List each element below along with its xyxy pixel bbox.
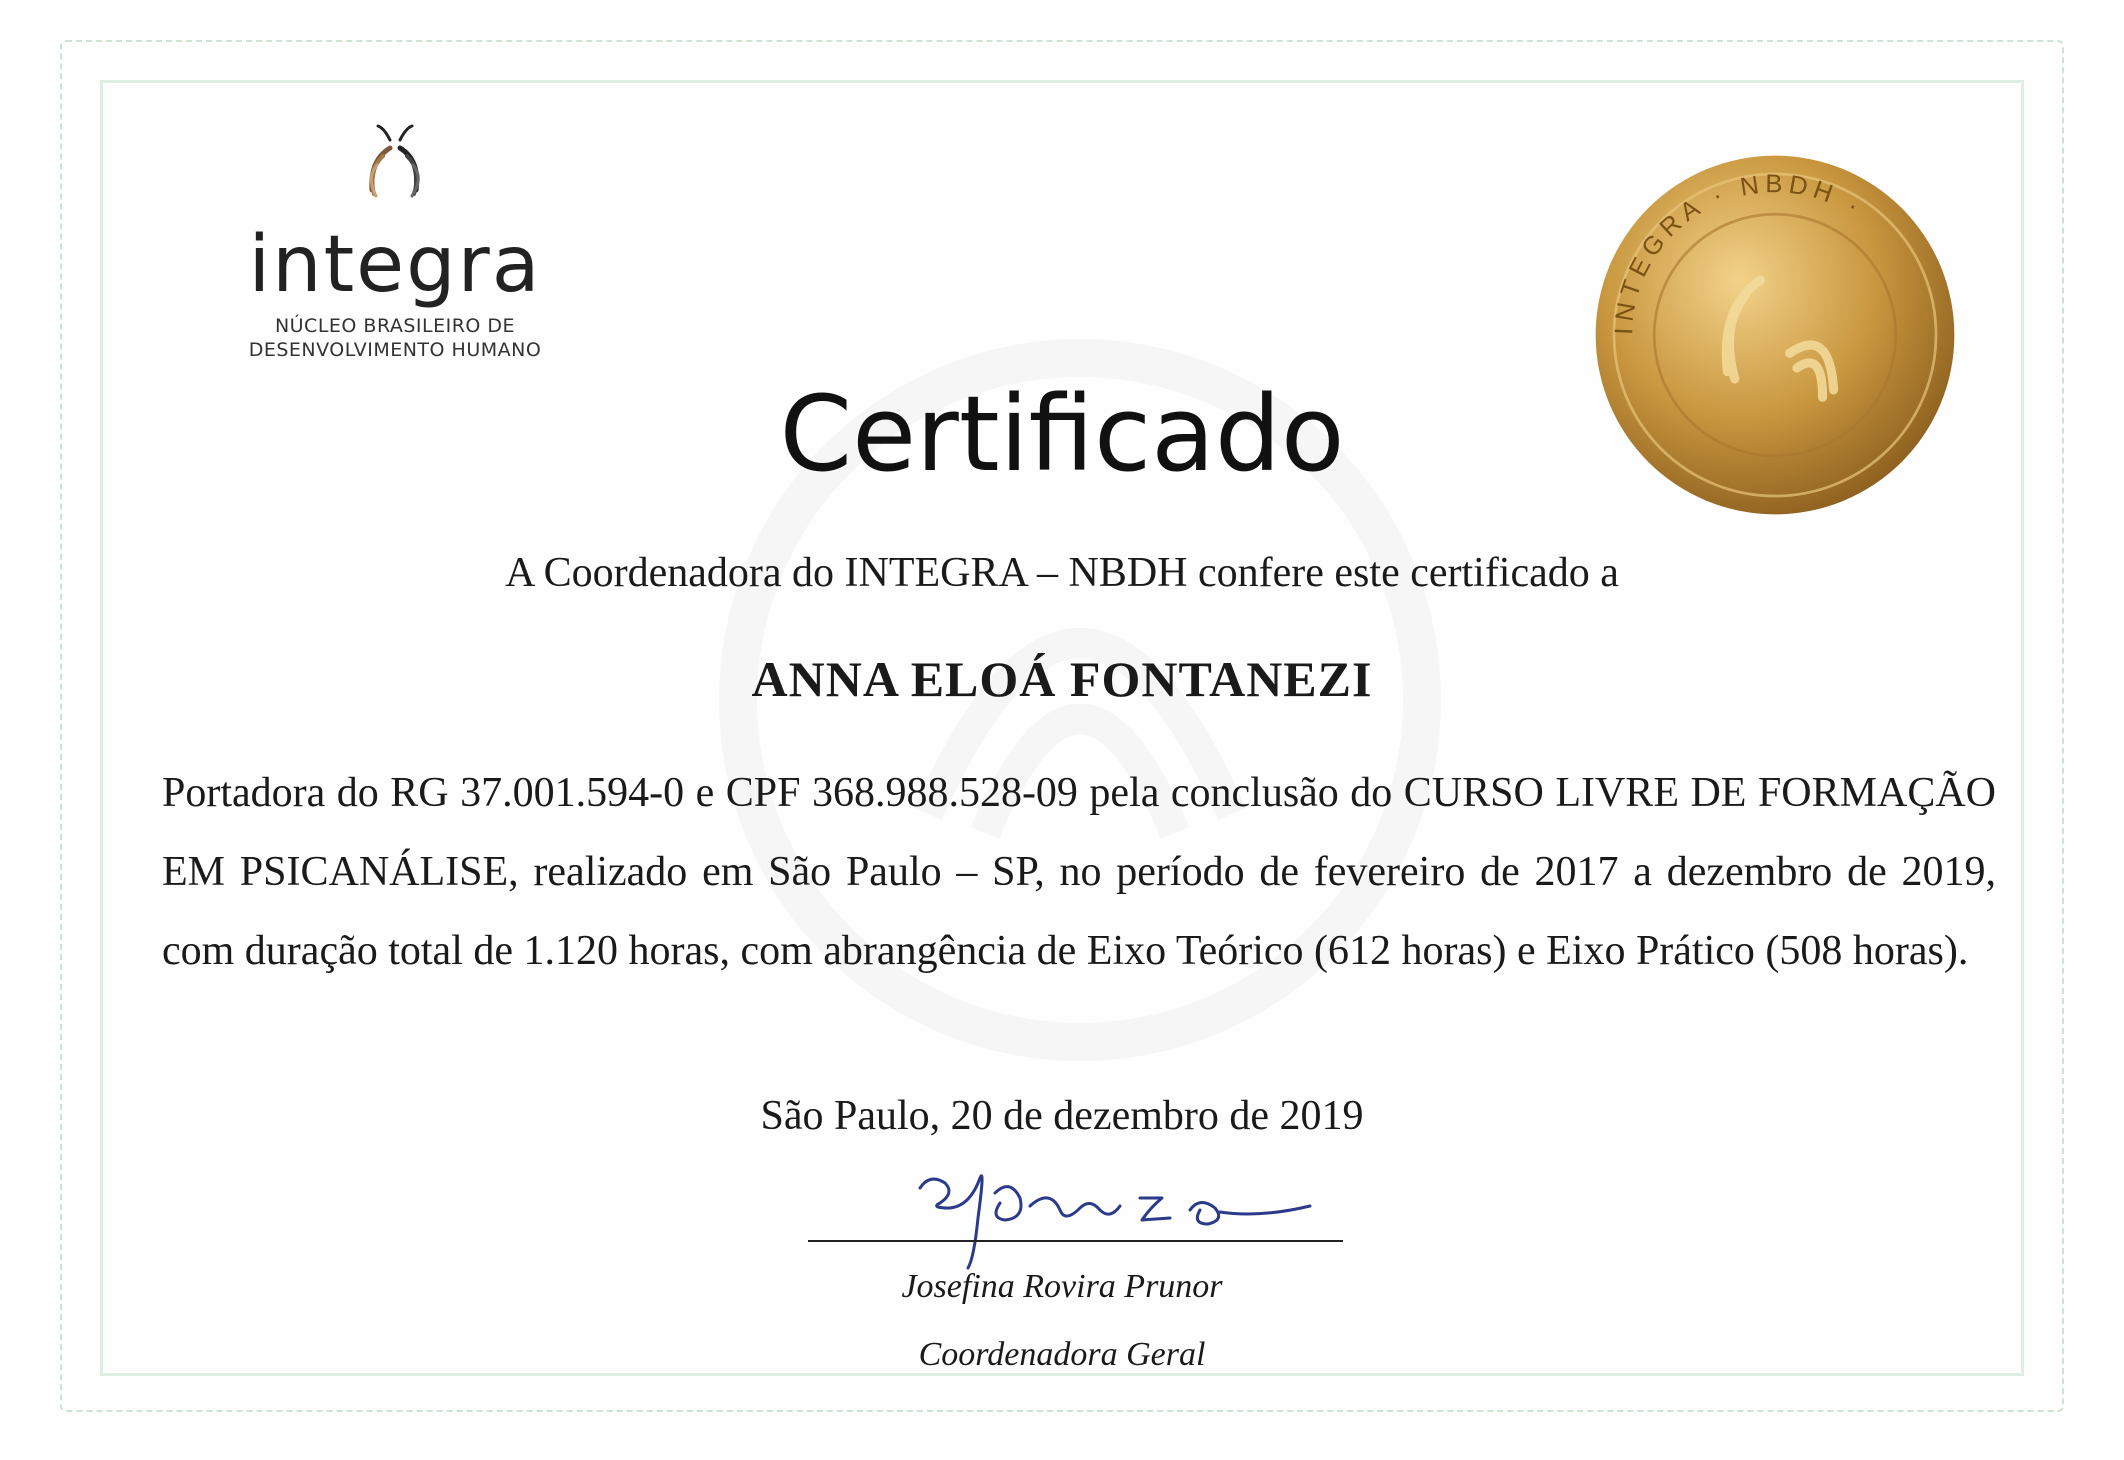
recipient-name: ANNA ELOÁ FONTANEZI [751, 651, 1373, 707]
butterfly-logo-icon [350, 120, 440, 220]
integra-logo [210, 120, 580, 362]
logo-wordmark: integra [248, 220, 542, 310]
logo-subtitle-line2: DESENVOLVIMENTO HUMANO [248, 339, 542, 361]
signer-name: Josefina Rovira Prunor [901, 1268, 1223, 1305]
signature-line [808, 1240, 1343, 1242]
certificate-intro: A Coordenadora do INTEGRA – NBDH confere este certificado a [505, 550, 1619, 596]
logo-subtitle [210, 314, 580, 362]
certificate-body: Portadora do RG 37.001.594-0 e CPF 368.988.528-09 pela conclusão do CURSO LIVRE DE FORMAÇÃO EM PSICANÁLISE, realizado em São Paulo – SP, no período de fevereiro de 2017 a dezembro de 2019, com duração total de 1.120 horas, com abrangência de Eixo Teórico (612 horas) e Eixo Prático (508 horas). [162, 770, 1996, 974]
handwritten-signature [900, 1148, 1350, 1278]
certificate-title: Certificado [779, 373, 1345, 495]
place-and-date: São Paulo, 20 de dezembro de 2019 [760, 1093, 1364, 1139]
logo-subtitle-line1: NÚCLEO BRASILEIRO DE [274, 315, 516, 337]
signer-title: Coordenadora Geral [918, 1336, 1206, 1373]
seal-ring-textpath: INTEGRA · NBDH · [1610, 170, 1870, 336]
